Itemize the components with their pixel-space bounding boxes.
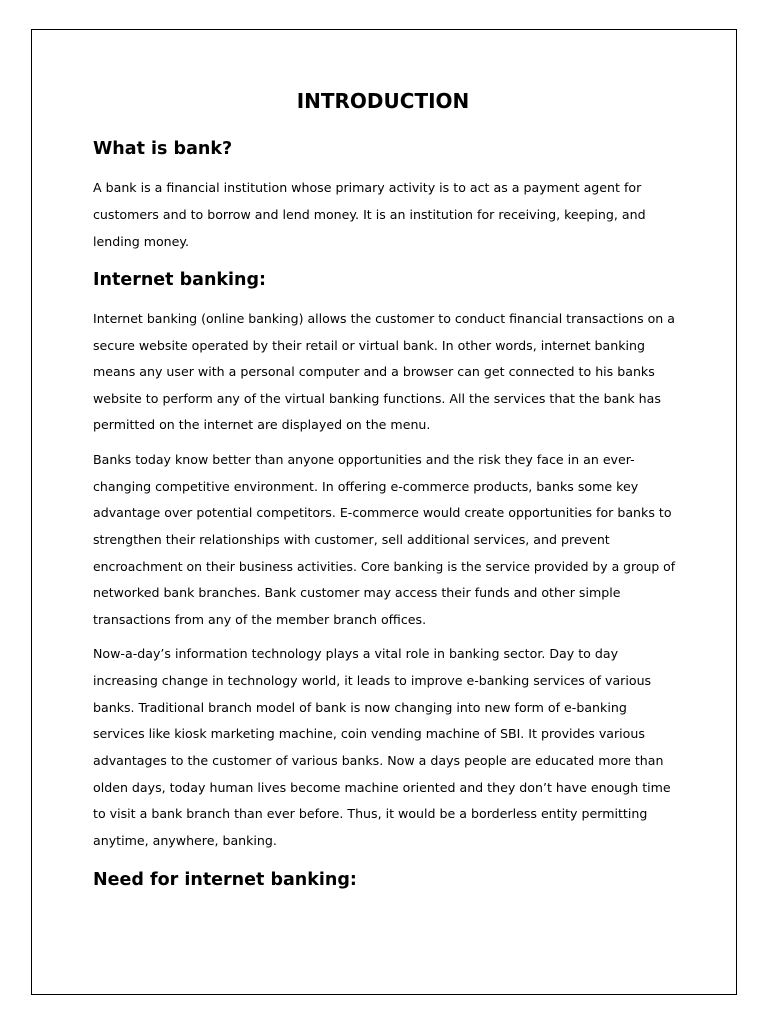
paragraph-line: secure website operated by their retail or virtual bank. In other words, internet banking — [93, 338, 645, 353]
paragraph-line: website to perform any of the virtual banking functions. All the services that the bank has — [93, 391, 661, 406]
document-title: INTRODUCTION — [296, 89, 470, 113]
paragraph-line: encroachment on their business activities. Core banking is the service provided by a group of — [93, 559, 676, 574]
paragraph-line: permitted on the internet are displayed on the menu. — [93, 417, 431, 432]
paragraph-line: olden days, today human lives become machine oriented and they don’t have enough time — [93, 780, 671, 795]
paragraph-line: A bank is a financial institution whose primary activity is to act as a payment agent for — [93, 180, 642, 195]
paragraph-line: means any user with a personal computer and a browser can get connected to his banks — [93, 364, 655, 379]
paragraph-line: advantage over potential competitors. E-commerce would create opportunities for banks to — [93, 505, 672, 520]
paragraph-line: changing competitive environment. In offering e-commerce products, banks some key — [93, 479, 639, 494]
paragraph-line: Banks today know better than anyone opportunities and the risk they face in an ever- — [93, 452, 635, 467]
paragraph-line: advantages to the customer of various banks. Now a days people are educated more than — [93, 753, 664, 768]
paragraph-line: services like kiosk marketing machine, coin vending machine of SBI. It provides various — [93, 726, 645, 741]
section-heading-need-for-internet-banking: Need for internet banking: — [93, 870, 357, 890]
paragraph-line: banks. Traditional branch model of bank is now changing into new form of e-banking — [93, 700, 627, 715]
paragraph-line: customers and to borrow and lend money. It is an institution for receiving, keeping, and — [93, 207, 646, 222]
paragraph-line: Internet banking (online banking) allows the customer to conduct financial transactions on a — [93, 311, 675, 326]
paragraph-line: transactions from any of the member branch offices. — [93, 612, 427, 627]
paragraph-line: lending money. — [93, 234, 190, 249]
paragraph-line: networked bank branches. Bank customer may access their funds and other simple — [93, 585, 621, 600]
paragraph-line: to visit a bank branch than ever before. Thus, it would be a borderless entity permitting — [93, 806, 648, 821]
section-heading-what-is-bank: What is bank? — [93, 139, 233, 159]
section-heading-internet-banking: Internet banking: — [93, 270, 267, 290]
paragraph-line: anytime, anywhere, banking. — [93, 833, 277, 848]
paragraph-line: strengthen their relationships with customer, sell additional services, and prevent — [93, 532, 610, 547]
paragraph-line: increasing change in technology world, it leads to improve e-banking services of various — [93, 673, 652, 688]
paragraph-line: Now-a-day’s information technology plays a vital role in banking sector. Day to day — [93, 646, 619, 661]
